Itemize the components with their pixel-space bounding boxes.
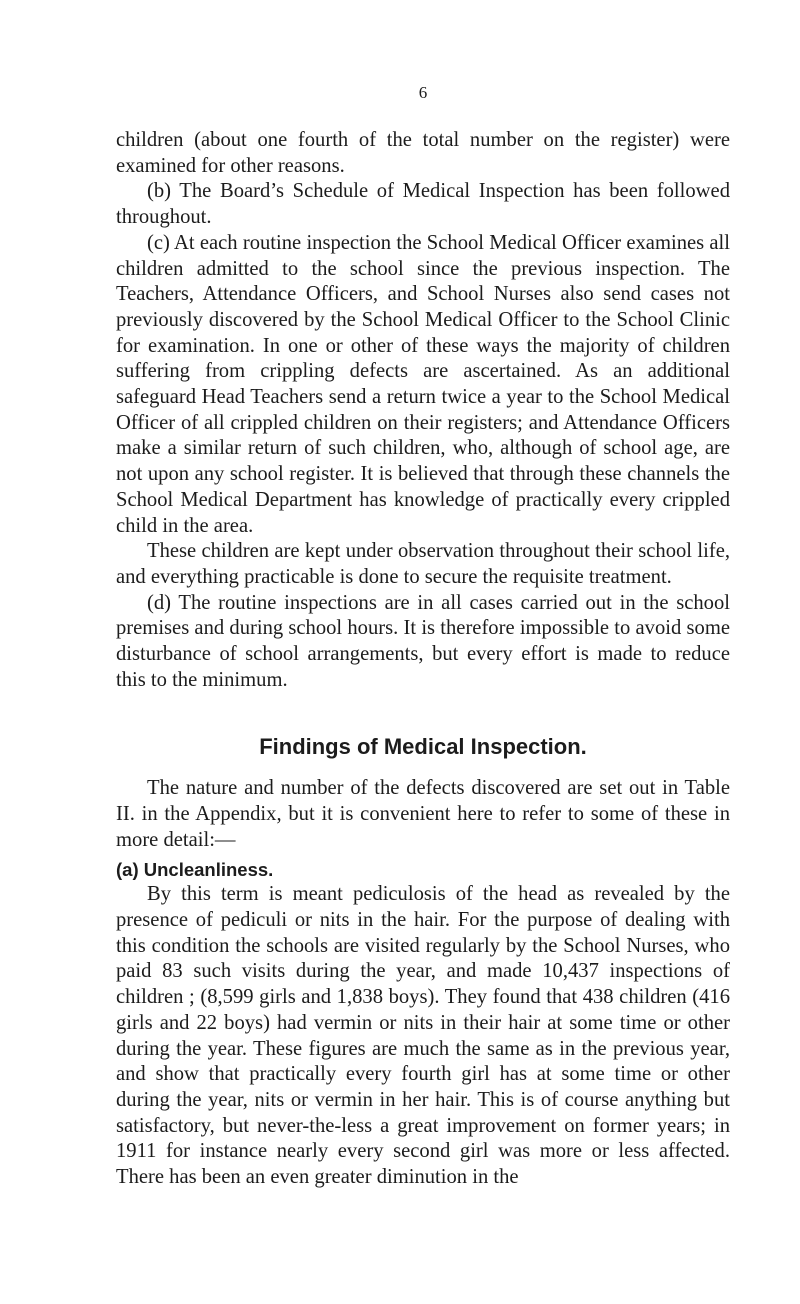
paragraph-b-schedule: (b) The Board’s Schedule of Medical Inspection has been followed throughout. (116, 180, 730, 229)
paragraph-uncleanliness: By this term is meant pediculosis of the head as revealed by the presence of pediculi or nits in the hair. For the purpose of dealing with this condition the schools are visited regularly by the School Nurses, who paid 83 such visits during the year, and made 10,437 inspections of children ; (8,599 girls and 1,838 boys). They found that 438 children (416 girls and 22 boys) had vermin or nits in their hair at some time or other during the year. These figures are much the same as in the previous year, and show that practically every fourth girl has at some time or other during the year, nits or vermin in her hair. This is of course anything but satisfactory, but never-the-less a great improvement on former years; in 1911 for instance nearly every second girl was more or less affected. There has been an even greater diminution in the (116, 883, 730, 1189)
subheading-uncleanliness: (a) Uncleanliness. (116, 858, 274, 880)
paragraph-c-routine-inspection: (c) At each routine inspection the School Medical Officer examines all children admitted to the school since the previous inspection. The Teachers, Attendance Officers, and School Nurses also send cases not previously discovered by the School Medical Officer to the School Clinic for examination. In one or other of these ways the majority of children suffering from crippling defects are ascertained. As an additional safeguard Head Teachers send a return twice a year to the School Medical Officer of all crippled children on their registers; and Attendance Officers make a similar return of such children, who, although of school age, are not upon any school register. It is believed that through these channels the School Medical Department has knowledge of practically every crippled child in the area. (116, 231, 730, 537)
page-number: 6 (418, 83, 428, 102)
body-text (116, 128, 730, 1191)
paragraph-d-school-premises: (d) The routine inspections are in all cases carried out in the school premises and during school hours. It is therefore impossible to avoid some disturbance of school arrangements, but every effort is made to reduce this to the minimum. (116, 591, 730, 691)
paragraph-continuation: children (about one fourth of the total number on the register) were examined for other reasons. (116, 129, 730, 177)
section-intro: The nature and number of the defects discovered are set out in Table II. in the Appendix, but it is convenient here to refer to some of these in more detail:— (116, 777, 730, 851)
section-heading: Findings of Medical Inspection. (259, 734, 587, 760)
paragraph-observation: These children are kept under observation throughout their school life, and everything practicable is done to secure the requisite treatment. (116, 540, 730, 588)
